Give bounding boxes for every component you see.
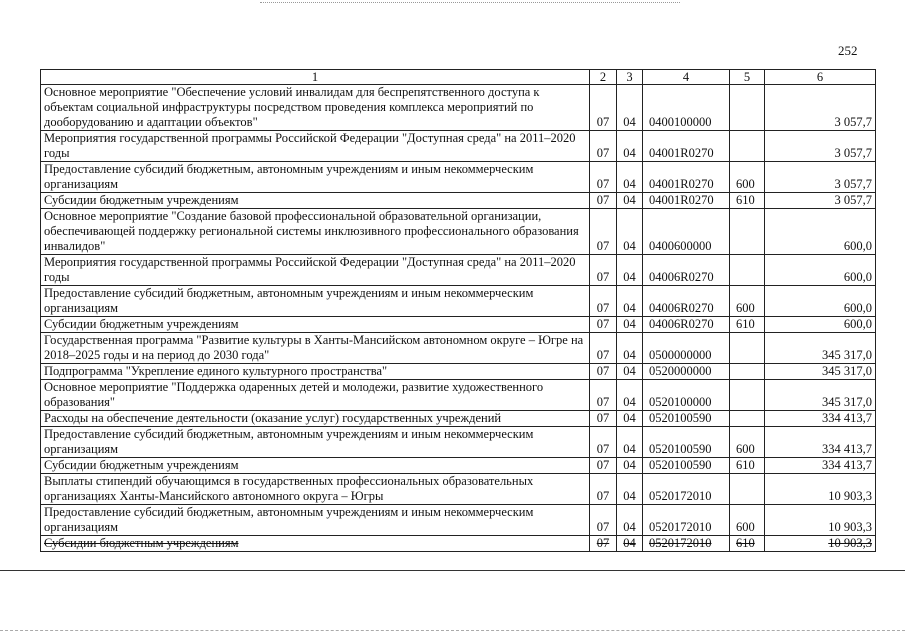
row-name: Мероприятия государственной программы Российской Федерации "Доступная среда" на 2011–2020 годы	[41, 131, 590, 162]
row-target: 04006R0270	[643, 255, 730, 286]
row-type	[730, 474, 765, 505]
row-subsection: 04	[617, 427, 643, 458]
table-row	[41, 286, 876, 317]
row-type: 600	[730, 505, 765, 536]
table-row	[41, 209, 876, 255]
table-row	[41, 411, 876, 427]
row-type	[730, 209, 765, 255]
row-type: 600	[730, 162, 765, 193]
row-type	[730, 411, 765, 427]
row-type: 600	[730, 286, 765, 317]
row-subsection: 04	[617, 286, 643, 317]
row-sum: 600,0	[765, 209, 876, 255]
row-subsection: 04	[617, 505, 643, 536]
scan-cut-line	[0, 570, 905, 571]
row-subsection: 04	[617, 380, 643, 411]
row-target: 0520100000	[643, 380, 730, 411]
row-section: 07	[590, 333, 617, 364]
table-row	[41, 131, 876, 162]
row-subsection: 04	[617, 458, 643, 474]
scan-edge-bottom	[0, 630, 905, 631]
row-target: 0520100590	[643, 458, 730, 474]
row-target: 0520172010	[643, 505, 730, 536]
row-type	[730, 131, 765, 162]
row-name: Субсидии бюджетным учреждениям	[41, 536, 590, 552]
row-section: 07	[590, 474, 617, 505]
row-type: 610	[730, 536, 765, 552]
row-section: 07	[590, 317, 617, 333]
table-row	[41, 333, 876, 364]
table-body	[41, 85, 876, 552]
row-name: Подпрограмма "Укрепление единого культурного пространства"	[41, 364, 590, 380]
header-name: 1	[41, 70, 590, 85]
row-name: Субсидии бюджетным учреждениям	[41, 193, 590, 209]
row-section: 07	[590, 131, 617, 162]
row-sum: 345 317,0	[765, 364, 876, 380]
page-number: 252	[838, 43, 858, 58]
row-subsection: 04	[617, 364, 643, 380]
row-section: 07	[590, 209, 617, 255]
row-type: 600	[730, 427, 765, 458]
row-sum: 10 903,3	[765, 474, 876, 505]
row-name: Мероприятия государственной программы Российской Федерации "Доступная среда" на 2011–2020 годы	[41, 255, 590, 286]
row-name: Предоставление субсидий бюджетным, автономным учреждениям и иным некоммерческим организациям	[41, 162, 590, 193]
table-row	[41, 474, 876, 505]
row-section: 07	[590, 162, 617, 193]
row-name: Расходы на обеспечение деятельности (оказание услуг) государственных учреждений	[41, 411, 590, 427]
row-name: Субсидии бюджетным учреждениям	[41, 317, 590, 333]
row-sum: 334 413,7	[765, 411, 876, 427]
table-row	[41, 255, 876, 286]
row-name: Основное мероприятие "Обеспечение условий инвалидам для беспрепятственного доступа к объектам социальной инфраструктуры посредством проведения комплекса мероприятий по дооборудованию и адаптации объектов"	[41, 85, 590, 131]
row-target: 0520100590	[643, 411, 730, 427]
table-row	[41, 427, 876, 458]
row-target: 0400600000	[643, 209, 730, 255]
row-sum: 600,0	[765, 255, 876, 286]
scan-edge-top	[260, 2, 680, 3]
row-subsection: 04	[617, 193, 643, 209]
row-section: 07	[590, 364, 617, 380]
row-subsection: 04	[617, 209, 643, 255]
row-sum: 600,0	[765, 317, 876, 333]
row-target: 0400100000	[643, 85, 730, 131]
row-name: Субсидии бюджетным учреждениям	[41, 458, 590, 474]
row-sum: 345 317,0	[765, 380, 876, 411]
row-sum: 334 413,7	[765, 427, 876, 458]
row-name: Предоставление субсидий бюджетным, автономным учреждениям и иным некоммерческим организациям	[41, 505, 590, 536]
row-type: 610	[730, 193, 765, 209]
row-subsection: 04	[617, 536, 643, 552]
row-type	[730, 255, 765, 286]
row-target: 0520172010	[643, 536, 730, 552]
table-row	[41, 380, 876, 411]
row-sum: 345 317,0	[765, 333, 876, 364]
row-section: 07	[590, 505, 617, 536]
row-name: Предоставление субсидий бюджетным, автономным учреждениям и иным некоммерческим организациям	[41, 286, 590, 317]
row-sum: 10 903,3	[765, 536, 876, 552]
row-target: 0520172010	[643, 474, 730, 505]
row-sum: 3 057,7	[765, 193, 876, 209]
row-subsection: 04	[617, 333, 643, 364]
row-name: Основное мероприятие "Поддержка одаренных детей и молодежи, развитие художественного образования"	[41, 380, 590, 411]
row-name: Предоставление субсидий бюджетным, автономным учреждениям и иным некоммерческим организациям	[41, 427, 590, 458]
row-target: 04006R0270	[643, 286, 730, 317]
row-subsection: 04	[617, 162, 643, 193]
row-target: 04006R0270	[643, 317, 730, 333]
row-section: 07	[590, 85, 617, 131]
row-sum: 3 057,7	[765, 131, 876, 162]
row-target: 0520000000	[643, 364, 730, 380]
table-row	[41, 505, 876, 536]
row-subsection: 04	[617, 85, 643, 131]
row-name: Выплаты стипендий обучающимся в государственных профессиональных образовательных организациях Ханты-Мансийского автономного округа – Югры	[41, 474, 590, 505]
row-type	[730, 333, 765, 364]
row-sum: 3 057,7	[765, 162, 876, 193]
row-section: 07	[590, 411, 617, 427]
table-row	[41, 317, 876, 333]
row-section: 07	[590, 286, 617, 317]
row-section: 07	[590, 536, 617, 552]
row-subsection: 04	[617, 317, 643, 333]
row-target: 04001R0270	[643, 193, 730, 209]
table-row	[41, 364, 876, 380]
table-row	[41, 85, 876, 131]
table-row	[41, 162, 876, 193]
row-subsection: 04	[617, 411, 643, 427]
row-subsection: 04	[617, 474, 643, 505]
header-subsection: 3	[617, 70, 643, 85]
header-section: 2	[590, 70, 617, 85]
row-section: 07	[590, 193, 617, 209]
row-section: 07	[590, 255, 617, 286]
row-sum: 10 903,3	[765, 505, 876, 536]
row-target: 04001R0270	[643, 162, 730, 193]
row-target: 0500000000	[643, 333, 730, 364]
table-row	[41, 458, 876, 474]
row-target: 0520100590	[643, 427, 730, 458]
row-sum: 334 413,7	[765, 458, 876, 474]
row-name: Основное мероприятие "Создание базовой профессиональной образовательной организации, обеспечивающей поддержку региональной системы инклюзивного профессионального образования инвалидов"	[41, 209, 590, 255]
table-row	[41, 193, 876, 209]
row-sum: 600,0	[765, 286, 876, 317]
header-sum: 6	[765, 70, 876, 85]
header-type: 5	[730, 70, 765, 85]
table-row	[41, 536, 876, 552]
row-section: 07	[590, 380, 617, 411]
row-type	[730, 85, 765, 131]
row-target: 04001R0270	[643, 131, 730, 162]
row-subsection: 04	[617, 255, 643, 286]
budget-table	[40, 69, 876, 552]
header-target: 4	[643, 70, 730, 85]
row-section: 07	[590, 427, 617, 458]
row-sum: 3 057,7	[765, 85, 876, 131]
row-type: 610	[730, 317, 765, 333]
row-section: 07	[590, 458, 617, 474]
row-subsection: 04	[617, 131, 643, 162]
row-type: 610	[730, 458, 765, 474]
row-name: Государственная программа "Развитие культуры в Ханты-Мансийском автономном округе – Югре на 2018–2025 годы и на период до 2030 года"	[41, 333, 590, 364]
row-type	[730, 380, 765, 411]
row-type	[730, 364, 765, 380]
table-header-row	[41, 70, 876, 85]
